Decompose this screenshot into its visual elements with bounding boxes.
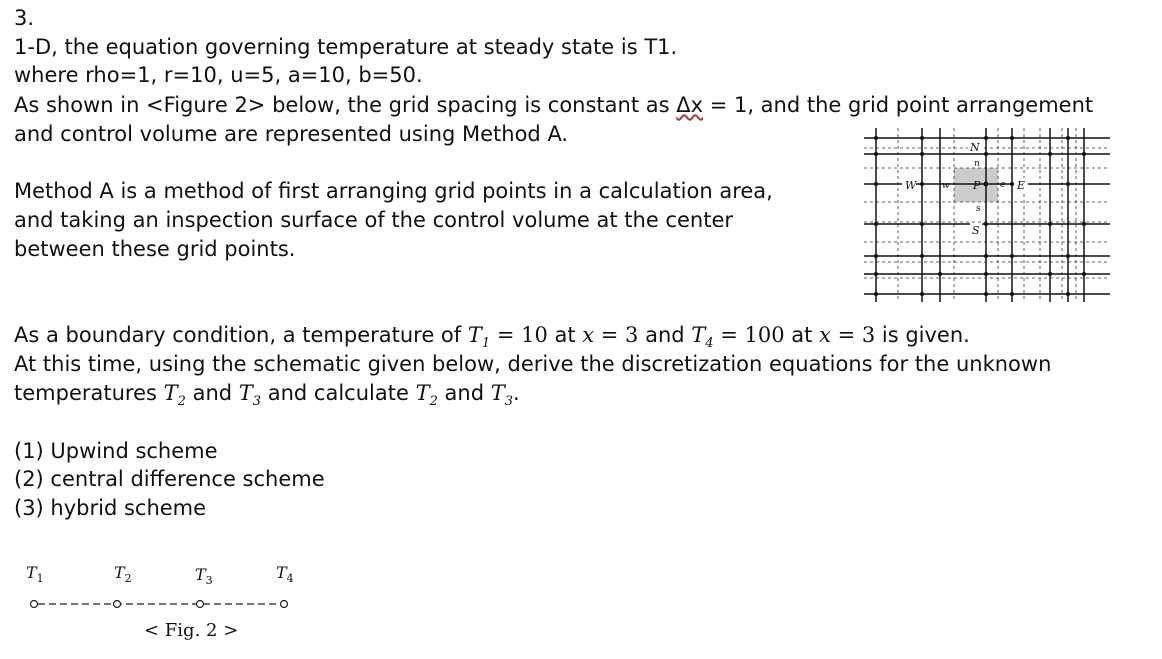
item-upwind: (1) Upwind scheme <box>14 439 218 463</box>
method-a-line-2: and taking an inspection surface of the control volume at the center <box>14 208 733 232</box>
label-e: e <box>1000 180 1006 190</box>
bc-x1val: = 3 <box>594 323 639 347</box>
derive-text-a: temperatures <box>14 381 164 405</box>
derive-T3-b: $T_3$ <box>490 381 514 410</box>
label-n: n <box>974 159 980 169</box>
bc-end: is given. <box>875 323 970 347</box>
bc-and: and <box>638 323 692 347</box>
node-T1 <box>31 601 38 608</box>
control-volume-grid-figure <box>862 126 1112 304</box>
bc-T4: $T_4$ <box>691 323 714 352</box>
figure-2-caption: < Fig. 2 > <box>144 620 239 641</box>
bc-eq1: = 10 <box>490 323 548 347</box>
bc-at1: at <box>547 323 583 347</box>
node-T3 <box>197 601 204 608</box>
derive-text-d: and <box>437 381 491 405</box>
item-hybrid: (3) hybrid scheme <box>14 496 207 520</box>
derive-text-e: . <box>513 381 520 405</box>
item-central: (2) central difference scheme <box>14 467 325 491</box>
derive-T3: $T_3$ <box>238 381 262 410</box>
problem-line-4: and control volume are represented using Method A. <box>14 122 569 146</box>
node-T2 <box>114 601 121 608</box>
line3-part-b: = 1, and the grid point arrangement <box>703 93 1094 117</box>
derive-T2: $T_2$ <box>163 381 186 410</box>
problem-line-3 <box>14 91 1093 119</box>
node-label-T4: $T_4$ <box>276 563 294 585</box>
label-w: w <box>942 181 950 191</box>
bc-T1: $T_1$ <box>467 323 491 352</box>
label-s: s <box>976 204 981 214</box>
method-a-line-3: between these grid points. <box>14 237 296 261</box>
derive-line-2 <box>14 379 520 416</box>
label-W: W <box>905 179 917 192</box>
node-label-T3: $T_3$ <box>195 565 213 587</box>
bc-at4: at <box>784 323 820 347</box>
problem-number: 3. <box>14 6 35 30</box>
bc-x1: x <box>582 323 595 347</box>
bc-x4: x <box>819 323 831 347</box>
label-N: N <box>970 141 980 154</box>
node-T4 <box>281 601 288 608</box>
grid-nodes <box>874 136 1086 296</box>
label-P: P <box>973 179 981 192</box>
label-S: S <box>972 224 980 237</box>
bc-x4val: = 3 <box>830 323 876 347</box>
method-a-line-1: Method A is a method of first arranging grid points in a calculation area, <box>14 179 773 203</box>
bc-text: As a boundary condition, a temperature of <box>14 323 468 347</box>
figure-2-schematic <box>20 560 300 650</box>
delta-x: Δx <box>676 93 704 117</box>
node-label-T2: $T_2$ <box>114 563 132 585</box>
problem-line-2: where rho=1, r=10, u=5, a=10, b=50. <box>14 63 423 87</box>
derive-T2-b: $T_2$ <box>415 381 438 410</box>
problem-line-1: 1-D, the equation governing temperature at steady state is T1. <box>14 35 678 59</box>
line3-part-a: As shown in <Figure 2> below, the grid spacing is constant as <box>14 93 677 117</box>
bc-eq4: = 100 <box>713 323 785 347</box>
derive-line-1: At this time, using the schematic given below, derive the discretization equations for the unknown <box>14 352 1052 376</box>
derive-text-b: and <box>185 381 239 405</box>
node-label-T1: $T_1$ <box>26 563 44 585</box>
label-E: E <box>1017 179 1026 192</box>
derive-text-c: and calculate <box>261 381 416 405</box>
